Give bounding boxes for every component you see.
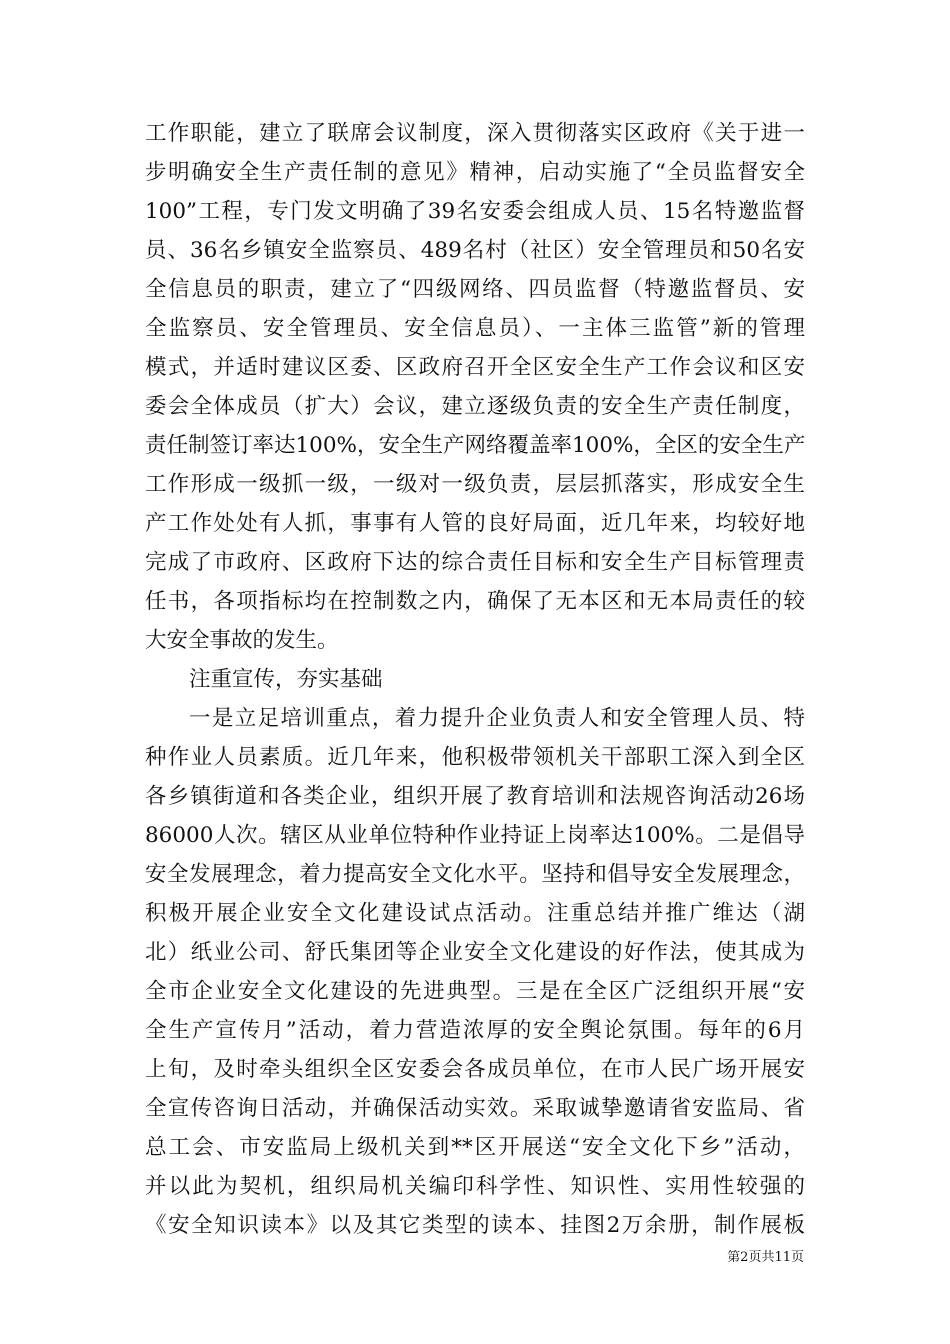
paragraph-line: 全生产宣传月”活动，着力营造浓厚的安全舆论氛围。每年的6月 [145, 1018, 805, 1043]
paragraph-line: 一是立足培训重点，着力提升企业负责人和安全管理人员、特 [189, 706, 805, 731]
paragraph-line: 员、36名乡镇安全监察员、489名村（社区）安全管理员和50名安 [145, 238, 805, 263]
paragraph-line: 全监察员、安全管理员、安全信息员）、一主体三监管”新的管理 [145, 316, 805, 341]
paragraph-line: 模式，并适时建议区委、区政府召开全区安全生产工作会议和区安 [145, 355, 805, 380]
paragraph-line: 大安全事故的发生。 [145, 628, 339, 653]
paragraph-line: 种作业人员素质。近几年来，他积极带领机关干部职工深入到全区 [145, 745, 805, 770]
paragraph-line: 任书，各项指标均在控制数之内，确保了无本区和无本局责任的较 [145, 589, 805, 614]
paragraph-line: 产工作处处有人抓，事事有人管的良好局面，近几年来，均较好地 [145, 511, 805, 536]
paragraph-line: 100”工程，专门发文明确了39名安委会组成人员、15名特邀监督 [145, 199, 805, 224]
paragraph-line: 各乡镇街道和各类企业，组织开展了教育培训和法规咨询活动26场 [145, 784, 805, 809]
document-body [145, 114, 805, 1245]
paragraph-line: 工作形成一级抓一级，一级对一级负责，层层抓落实，形成安全生 [145, 472, 805, 497]
paragraph-line: 全信息员的职责，建立了“四级网络、四员监督（特邀监督员、安 [145, 277, 805, 302]
paragraph-line: 积极开展企业安全文化建设试点活动。注重总结并推广维达（湖 [145, 901, 805, 926]
paragraph-line: 全宣传咨询日活动，并确保活动实效。采取诚挚邀请省安监局、省 [145, 1096, 805, 1121]
paragraph-line: 责任制签订率达100%，安全生产网络覆盖率100%，全区的安全生产 [145, 433, 806, 458]
paragraph-line: 全市企业安全文化建设的先进典型。三是在全区广泛组织开展“安 [145, 979, 805, 1004]
section-heading: 注重宣传，夯实基础 [189, 667, 383, 692]
paragraph-line: 北）纸业公司、舒氏集团等企业安全文化建设的好作法，使其成为 [145, 940, 805, 965]
paragraph-line: 《安全知识读本》以及其它类型的读本、挂图2万余册，制作展板 [145, 1213, 805, 1238]
paragraph-line: 并以此为契机，组织局机关编印科学性、知识性、实用性较强的 [145, 1174, 805, 1199]
paragraph-line: 安全发展理念，着力提高安全文化水平。坚持和倡导安全发展理念， [145, 862, 805, 887]
paragraph-line: 总工会、市安监局上级机关到**区开展送“安全文化下乡”活动， [145, 1135, 805, 1160]
paragraph-line: 上旬，及时牵头组织全区安委会各成员单位，在市人民广场开展安 [145, 1057, 805, 1082]
page-number: 第2页共11页 [727, 1250, 804, 1265]
paragraph-line: 委会全体成员（扩大）会议，建立逐级负责的安全生产责任制度， [145, 394, 805, 419]
paragraph-line: 完成了市政府、区政府下达的综合责任目标和安全生产目标管理责 [145, 550, 805, 575]
paragraph-line: 工作职能，建立了联席会议制度，深入贯彻落实区政府《关于进一 [145, 121, 805, 146]
paragraph-line: 86000人次。辖区从业单位特种作业持证上岗率达100%。二是倡导 [145, 823, 805, 848]
paragraph-line: 步明确安全生产责任制的意见》精神，启动实施了“全员监督安全 [145, 160, 805, 185]
